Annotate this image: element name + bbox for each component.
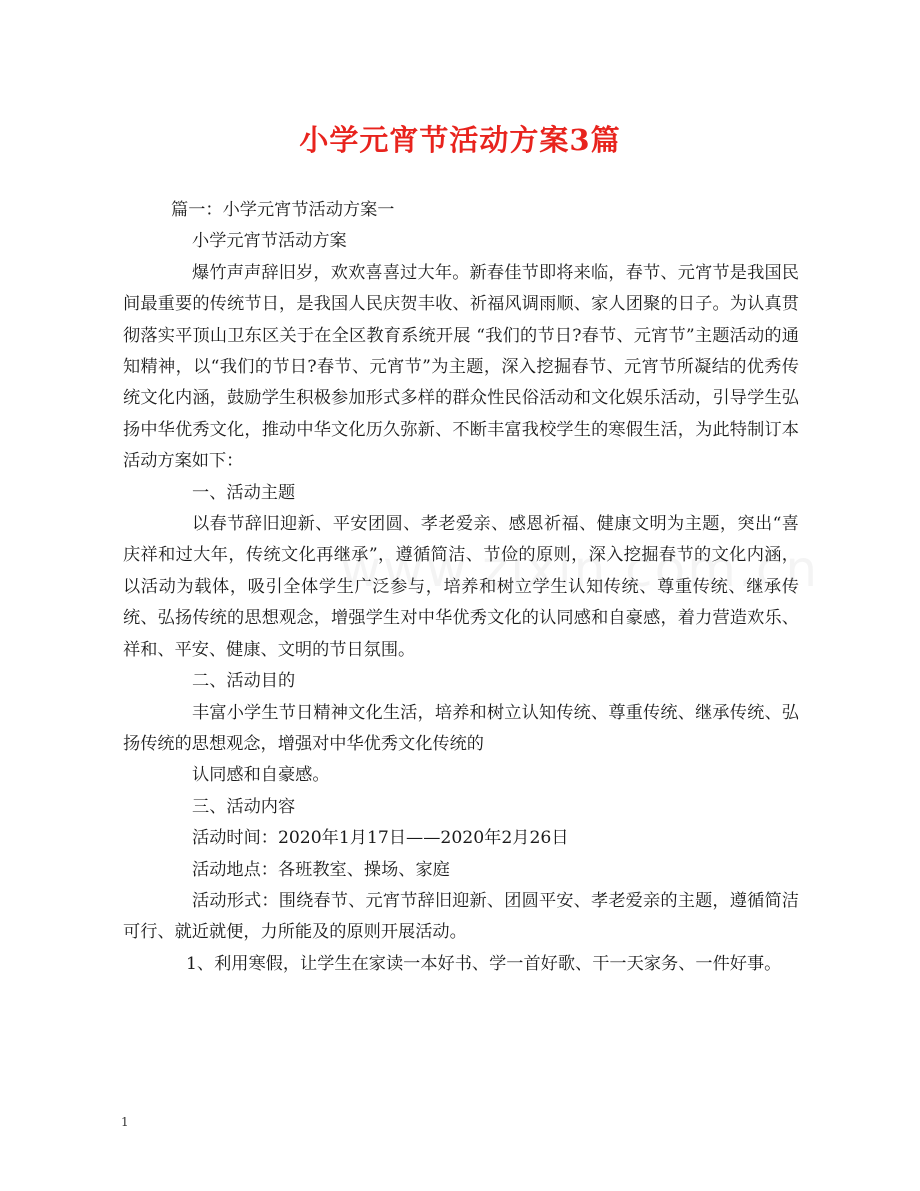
theme-heading: 一、活动主题 (192, 482, 296, 503)
activity-place: 活动地点：各班教室、操场、家庭 (192, 859, 450, 880)
theme-paragraph: 以春节辞旧迎新、平安团圆、孝老爱亲、感恩祈福、健康文明为主题，突出“喜庆祥和过大年，传统文化再继承”，遵循简洁、节俭的原则，深入挖掘春节的文化内涵，以活动为载体，吸引全体学生广泛参与，培养和树立学生认知传统、尊重传统、继承传统、弘扬传统的思想观念，增强学生对中华优秀文化的认同感和自豪感，着力营造欢乐、祥和、平安、健康、文明的节日氛围。 (123, 514, 799, 660)
plan-title: 小学元宵节活动方案 (192, 231, 347, 252)
goal-continuation: 认同感和自豪感。 (192, 765, 330, 786)
goal-paragraph: 丰富小学生节日精神文化生活，培养和树立认知传统、尊重传统、继承传统、弘扬传统的思想观念，增强对中华优秀文化传统的 (123, 702, 799, 754)
content-heading: 三、活动内容 (192, 796, 296, 817)
page-number: 1 (121, 1115, 129, 1129)
goal-heading: 二、活动目的 (192, 671, 296, 692)
activity-item-1: 1、利用寒假，让学生在家读一本好书、学一首好歌、干一天家务、一件好事。 (186, 953, 782, 974)
intro-paragraph: 爆竹声声辞旧岁，欢欢喜喜过大年。新春佳节即将来临，春节、元宵节是我国民间最重要的传统节日，是我国人民庆贺丰收、祈福风调雨顺、家人团聚的日子。为认真贯彻落实平顶山卫东区关于在全区教育系统开展 “我们的节日?春节、元宵节”主题活动的通知精神，以“我们的节日?春节、元宵节”为主题，深入挖掘春节、元宵节所凝结的优秀传统文化内涵，鼓励学生积极参加形式多样的群众性民俗活动和文化娱乐活动，引导学生弘扬中华优秀文化，推动中华文化历久弥新、不断丰富我校学生的寒假生活，为此特制订本活动方案如下： (123, 262, 799, 472)
activity-form: 活动形式：围绕春节、元宵节辞旧迎新、团圆平安、孝老爱亲的主题，遵循简洁可行、就近就便，力所能及的原则开展活动。 (123, 890, 799, 943)
part-heading: 篇一：小学元宵节活动方案一 (171, 200, 395, 220)
document-title: 小学元宵节活动方案3篇 (299, 123, 621, 157)
document-body (123, 195, 799, 980)
activity-time: 活动时间：2020年1月17日——2020年2月26日 (192, 828, 569, 849)
